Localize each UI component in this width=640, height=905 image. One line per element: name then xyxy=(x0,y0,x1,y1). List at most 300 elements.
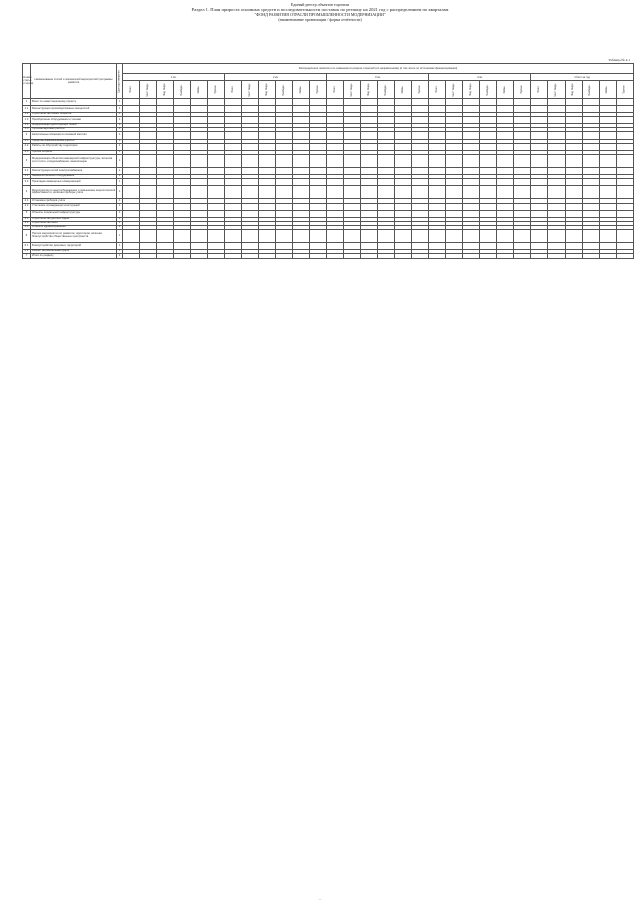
row-number: 2.2 xyxy=(23,143,31,150)
table-cell xyxy=(582,168,599,175)
row-number: 4.2 xyxy=(23,203,31,210)
table-cell xyxy=(276,203,293,210)
table-cell xyxy=(395,168,412,175)
table-cell xyxy=(174,186,191,199)
table-cell xyxy=(599,179,616,186)
table-cell xyxy=(616,210,633,217)
table-cell xyxy=(395,243,412,250)
row-name: Пусконаладочные работы xyxy=(31,128,117,132)
table-cell xyxy=(395,105,412,112)
table-cell xyxy=(429,143,446,150)
table-cell xyxy=(174,203,191,210)
row-number: 6.1 xyxy=(23,243,31,250)
table-cell xyxy=(310,254,327,258)
table-cell xyxy=(497,186,514,199)
table-cell xyxy=(514,117,531,124)
field-header: Внебюдж. xyxy=(480,81,497,99)
table-cell xyxy=(140,179,157,186)
table-cell xyxy=(225,154,242,167)
field-header: Мест. бюдж. xyxy=(242,81,259,99)
table-cell xyxy=(174,230,191,243)
table-cell xyxy=(327,210,344,217)
table-cell xyxy=(463,143,480,150)
table-cell xyxy=(225,168,242,175)
table-cell xyxy=(208,132,225,139)
table-cell xyxy=(310,132,327,139)
table-cell xyxy=(378,254,395,258)
table-cell xyxy=(225,117,242,124)
row-unit: 1 xyxy=(117,105,123,112)
row-unit: 1 xyxy=(117,124,123,128)
table-cell xyxy=(344,230,361,243)
table-cell xyxy=(463,179,480,186)
table-cell xyxy=(514,230,531,243)
row-unit: 1 xyxy=(117,143,123,150)
table-cell xyxy=(123,98,140,105)
table-cell xyxy=(616,98,633,105)
table-cell xyxy=(208,179,225,186)
table-cell xyxy=(174,98,191,105)
table-cell xyxy=(293,254,310,258)
table-cell xyxy=(344,186,361,199)
field-header: Внебюдж. xyxy=(582,81,599,99)
row-name: Строительство детских садов xyxy=(31,217,117,221)
table-cell xyxy=(361,254,378,258)
table-cell xyxy=(395,154,412,167)
row-name: Утепление ограждающих конструкций xyxy=(31,203,117,210)
table-cell xyxy=(548,154,565,167)
table-cell xyxy=(225,132,242,139)
table-cell xyxy=(616,154,633,167)
table-cell xyxy=(344,154,361,167)
table-cell xyxy=(225,210,242,217)
table-cell xyxy=(412,186,429,199)
table-cell xyxy=(480,186,497,199)
table-cell xyxy=(378,105,395,112)
table-cell xyxy=(276,254,293,258)
field-header: Внебюдж. xyxy=(276,81,293,99)
table-cell xyxy=(259,143,276,150)
table-cell xyxy=(225,203,242,210)
table-cell xyxy=(565,243,582,250)
table-cell xyxy=(276,117,293,124)
field-header: Займы xyxy=(191,81,208,99)
table-cell xyxy=(548,186,565,199)
table-cell xyxy=(480,132,497,139)
table-cell xyxy=(157,154,174,167)
table-cell xyxy=(412,117,429,124)
row-name: Замена котельного оборудования xyxy=(31,175,117,179)
table-cell xyxy=(208,230,225,243)
row-unit: 1 xyxy=(117,98,123,105)
table-cell xyxy=(395,230,412,243)
table-cell xyxy=(514,105,531,112)
row-name: Строительство школ xyxy=(31,221,117,225)
table-cell xyxy=(497,210,514,217)
table-cell xyxy=(599,105,616,112)
table-cell xyxy=(616,186,633,199)
table-cell xyxy=(378,230,395,243)
table-cell xyxy=(293,203,310,210)
table-row xyxy=(23,105,634,112)
table-cell xyxy=(191,105,208,112)
table-cell xyxy=(480,154,497,167)
row-name: Установка приборов учёта xyxy=(31,199,117,203)
table-cell xyxy=(242,105,259,112)
row-number: 1.4 xyxy=(23,124,31,128)
table-cell xyxy=(174,154,191,167)
table-cell xyxy=(208,105,225,112)
table-cell xyxy=(429,132,446,139)
table-cell xyxy=(531,117,548,124)
table-cell xyxy=(293,132,310,139)
table-cell xyxy=(395,132,412,139)
field-header: Всего xyxy=(429,81,446,99)
table-cell xyxy=(599,243,616,250)
table-cell xyxy=(361,210,378,217)
field-header: Мест. бюдж. xyxy=(140,81,157,99)
table-cell xyxy=(497,105,514,112)
table-cell xyxy=(310,105,327,112)
table-cell xyxy=(582,143,599,150)
table-cell xyxy=(310,210,327,217)
table-cell xyxy=(446,132,463,139)
table-cell xyxy=(514,210,531,217)
row-unit: 1 xyxy=(117,225,123,229)
table-cell xyxy=(565,132,582,139)
table-cell xyxy=(310,179,327,186)
field-header: Внебюдж. xyxy=(174,81,191,99)
table-cell xyxy=(599,203,616,210)
table-cell xyxy=(412,98,429,105)
table-cell xyxy=(446,105,463,112)
table-cell xyxy=(582,154,599,167)
table-cell xyxy=(497,168,514,175)
table-cell xyxy=(480,117,497,124)
page-footer: — xyxy=(318,898,322,901)
table-cell xyxy=(412,143,429,150)
table-cell xyxy=(429,168,446,175)
subgroup-header: Итого за год xyxy=(531,74,634,81)
table-cell xyxy=(276,210,293,217)
row-unit: 1 xyxy=(117,186,123,199)
table-cell xyxy=(327,132,344,139)
header-subline: (наименование организации / форма отчётности) xyxy=(278,17,362,22)
field-header: Фед. бюдж. xyxy=(463,81,480,99)
table-cell xyxy=(225,243,242,250)
table-cell xyxy=(531,168,548,175)
table-cell xyxy=(582,203,599,210)
table-cell xyxy=(225,143,242,150)
table-cell xyxy=(225,105,242,112)
table-cell xyxy=(344,143,361,150)
table-cell xyxy=(412,179,429,186)
table-cell xyxy=(157,132,174,139)
table-cell xyxy=(565,203,582,210)
table-cell xyxy=(242,243,259,250)
table-cell xyxy=(412,230,429,243)
row-name: Капитальные вложения в основной капитал xyxy=(31,132,117,139)
table-cell xyxy=(191,143,208,150)
table-cell xyxy=(259,105,276,112)
table-cell xyxy=(463,132,480,139)
table-cell xyxy=(191,210,208,217)
table-cell xyxy=(514,254,531,258)
row-name: Модернизация действующих линий xyxy=(31,124,117,128)
table-cell xyxy=(463,254,480,258)
field-header: Фед. бюдж. xyxy=(565,81,582,99)
table-cell xyxy=(208,203,225,210)
table-cell xyxy=(242,186,259,199)
table-cell xyxy=(395,186,412,199)
row-unit: 1 xyxy=(117,230,123,243)
row-name: Реконструкция сетей электроснабжения xyxy=(31,168,117,175)
table-cell xyxy=(344,117,361,124)
table-cell xyxy=(259,230,276,243)
table-cell xyxy=(361,105,378,112)
row-number: 3 xyxy=(23,154,31,167)
table-cell xyxy=(140,105,157,112)
table-cell xyxy=(395,254,412,258)
row-unit: 1 xyxy=(117,210,123,217)
table-cell xyxy=(344,98,361,105)
table-cell xyxy=(191,203,208,210)
table-cell xyxy=(582,254,599,258)
row-number: 6.2 xyxy=(23,250,31,254)
table-cell xyxy=(429,117,446,124)
table-cell xyxy=(429,203,446,210)
table-cell xyxy=(242,254,259,258)
table-cell xyxy=(157,105,174,112)
field-header: Мест. бюдж. xyxy=(344,81,361,99)
table-cell xyxy=(174,210,191,217)
table-cell xyxy=(565,254,582,258)
table-cell xyxy=(361,117,378,124)
row-unit: 1 xyxy=(117,179,123,186)
table-cell xyxy=(140,210,157,217)
table-cell xyxy=(582,243,599,250)
table-cell xyxy=(344,132,361,139)
table-cell xyxy=(123,154,140,167)
table-cell xyxy=(412,254,429,258)
table-cell xyxy=(174,132,191,139)
table-cell xyxy=(599,117,616,124)
table-cell xyxy=(191,154,208,167)
row-unit: 1 xyxy=(117,139,123,143)
table-cell xyxy=(191,117,208,124)
table-cell xyxy=(582,117,599,124)
table-cell xyxy=(293,98,310,105)
table-cell xyxy=(599,168,616,175)
table-cell xyxy=(293,168,310,175)
table-cell xyxy=(276,154,293,167)
table-cell xyxy=(514,168,531,175)
table-cell xyxy=(191,168,208,175)
table-cell xyxy=(140,243,157,250)
table-cell xyxy=(327,98,344,105)
table-cell xyxy=(531,179,548,186)
field-header: Всего xyxy=(123,81,140,99)
table-cell xyxy=(514,186,531,199)
table-cell xyxy=(361,143,378,150)
row-number: 1.5 xyxy=(23,128,31,132)
table-cell xyxy=(378,117,395,124)
table-cell xyxy=(531,254,548,258)
table-cell xyxy=(327,143,344,150)
table-cell xyxy=(565,230,582,243)
table-cell xyxy=(497,98,514,105)
table-cell xyxy=(599,230,616,243)
table-cell xyxy=(157,186,174,199)
table-cell xyxy=(293,230,310,243)
table-cell xyxy=(582,98,599,105)
row-number: 1.3 xyxy=(23,117,31,124)
table-cell xyxy=(276,105,293,112)
table-cell xyxy=(531,186,548,199)
table-cell xyxy=(412,105,429,112)
table-cell xyxy=(208,210,225,217)
table-cell xyxy=(276,243,293,250)
row-number: 6 xyxy=(23,230,31,243)
table-cell xyxy=(361,98,378,105)
table-cell xyxy=(480,168,497,175)
table-cell xyxy=(361,168,378,175)
field-header: Всего xyxy=(327,81,344,99)
table-cell xyxy=(599,154,616,167)
table-cell xyxy=(140,117,157,124)
table-cell xyxy=(259,210,276,217)
table-cell xyxy=(225,179,242,186)
field-header: Внебюдж. xyxy=(378,81,395,99)
row-name: Приобретение оборудования и техники xyxy=(31,117,117,124)
row-unit: 1 xyxy=(117,168,123,175)
table-cell xyxy=(157,168,174,175)
table-cell xyxy=(429,254,446,258)
table-cell xyxy=(157,179,174,186)
table-cell xyxy=(599,210,616,217)
table-cell xyxy=(514,143,531,150)
table-cell xyxy=(327,179,344,186)
table-cell xyxy=(412,203,429,210)
table-cell xyxy=(497,203,514,210)
row-name: Прокладка инженерных коммуникаций xyxy=(31,179,117,186)
row-unit: 1 xyxy=(117,199,123,203)
table-cell xyxy=(259,243,276,250)
row-name: Прочие затраты xyxy=(31,150,117,154)
table-cell xyxy=(327,117,344,124)
row-unit: 1 xyxy=(117,128,123,132)
table-row xyxy=(23,132,634,139)
row-number: 5.1 xyxy=(23,217,31,221)
table-cell xyxy=(565,186,582,199)
row-name: Благоустройство дворовых территорий xyxy=(31,243,117,250)
table-cell xyxy=(446,243,463,250)
table-cell xyxy=(497,117,514,124)
table-cell xyxy=(310,243,327,250)
table-cell xyxy=(531,154,548,167)
row-name: Объекты здравоохранения xyxy=(31,225,117,229)
table-cell xyxy=(242,168,259,175)
table-cell xyxy=(565,143,582,150)
table-cell xyxy=(531,203,548,210)
table-cell xyxy=(412,154,429,167)
table-cell xyxy=(497,154,514,167)
table-cell xyxy=(378,179,395,186)
subgroup-header: 1 кв. xyxy=(123,74,225,81)
table-cell xyxy=(361,179,378,186)
table-cell xyxy=(242,154,259,167)
table-cell xyxy=(191,132,208,139)
table-number: Таблица № 4.1 xyxy=(608,58,630,62)
table-cell xyxy=(344,243,361,250)
table-cell xyxy=(123,203,140,210)
table-row xyxy=(23,143,634,150)
table-cell xyxy=(429,105,446,112)
table-cell xyxy=(259,179,276,186)
table-cell xyxy=(191,179,208,186)
table-cell xyxy=(531,143,548,150)
table-cell xyxy=(395,210,412,217)
table-cell xyxy=(293,105,310,112)
table-cell xyxy=(123,186,140,199)
table-cell xyxy=(429,243,446,250)
row-number: 3.2 xyxy=(23,175,31,179)
row-unit: 1 xyxy=(117,175,123,179)
row-unit: 1 xyxy=(117,254,123,258)
table-cell xyxy=(378,132,395,139)
table-cell xyxy=(514,179,531,186)
table-cell xyxy=(599,186,616,199)
table-cell xyxy=(548,203,565,210)
column-header-group: Распределение лимитов и их изменения в разрезе отраслей (по направлениям) (в том числе по источникам финансирования) xyxy=(123,64,634,74)
table-cell xyxy=(191,230,208,243)
subgroup-header: 3 кв. xyxy=(327,74,429,81)
table-cell xyxy=(548,143,565,150)
table-cell xyxy=(191,254,208,258)
table-cell xyxy=(276,168,293,175)
table-cell xyxy=(548,168,565,175)
row-number: 1.2 xyxy=(23,113,31,117)
row-number: 2 xyxy=(23,132,31,139)
table-cell xyxy=(548,230,565,243)
field-header: Займы xyxy=(497,81,514,99)
table-cell xyxy=(293,179,310,186)
table-cell xyxy=(174,117,191,124)
table-cell xyxy=(259,168,276,175)
table-cell xyxy=(446,154,463,167)
table-row xyxy=(23,154,634,167)
table-cell xyxy=(276,143,293,150)
table-cell xyxy=(123,230,140,243)
row-number: 5.3 xyxy=(23,225,31,229)
table-cell xyxy=(446,230,463,243)
table-cell xyxy=(361,186,378,199)
row-name: Прочие мероприятия по развитию территории, включая благоустройство общественных пространств xyxy=(31,230,117,243)
table-cell xyxy=(293,117,310,124)
field-header: Прочие xyxy=(514,81,531,99)
table-cell xyxy=(531,210,548,217)
table-cell xyxy=(514,243,531,250)
table-cell xyxy=(123,132,140,139)
table-row xyxy=(23,98,634,105)
table-cell xyxy=(276,230,293,243)
table-cell xyxy=(463,154,480,167)
row-name: Итого по разделу xyxy=(31,254,117,258)
table-cell xyxy=(429,98,446,105)
table-cell xyxy=(140,154,157,167)
field-header: Фед. бюдж. xyxy=(259,81,276,99)
table-cell xyxy=(327,168,344,175)
